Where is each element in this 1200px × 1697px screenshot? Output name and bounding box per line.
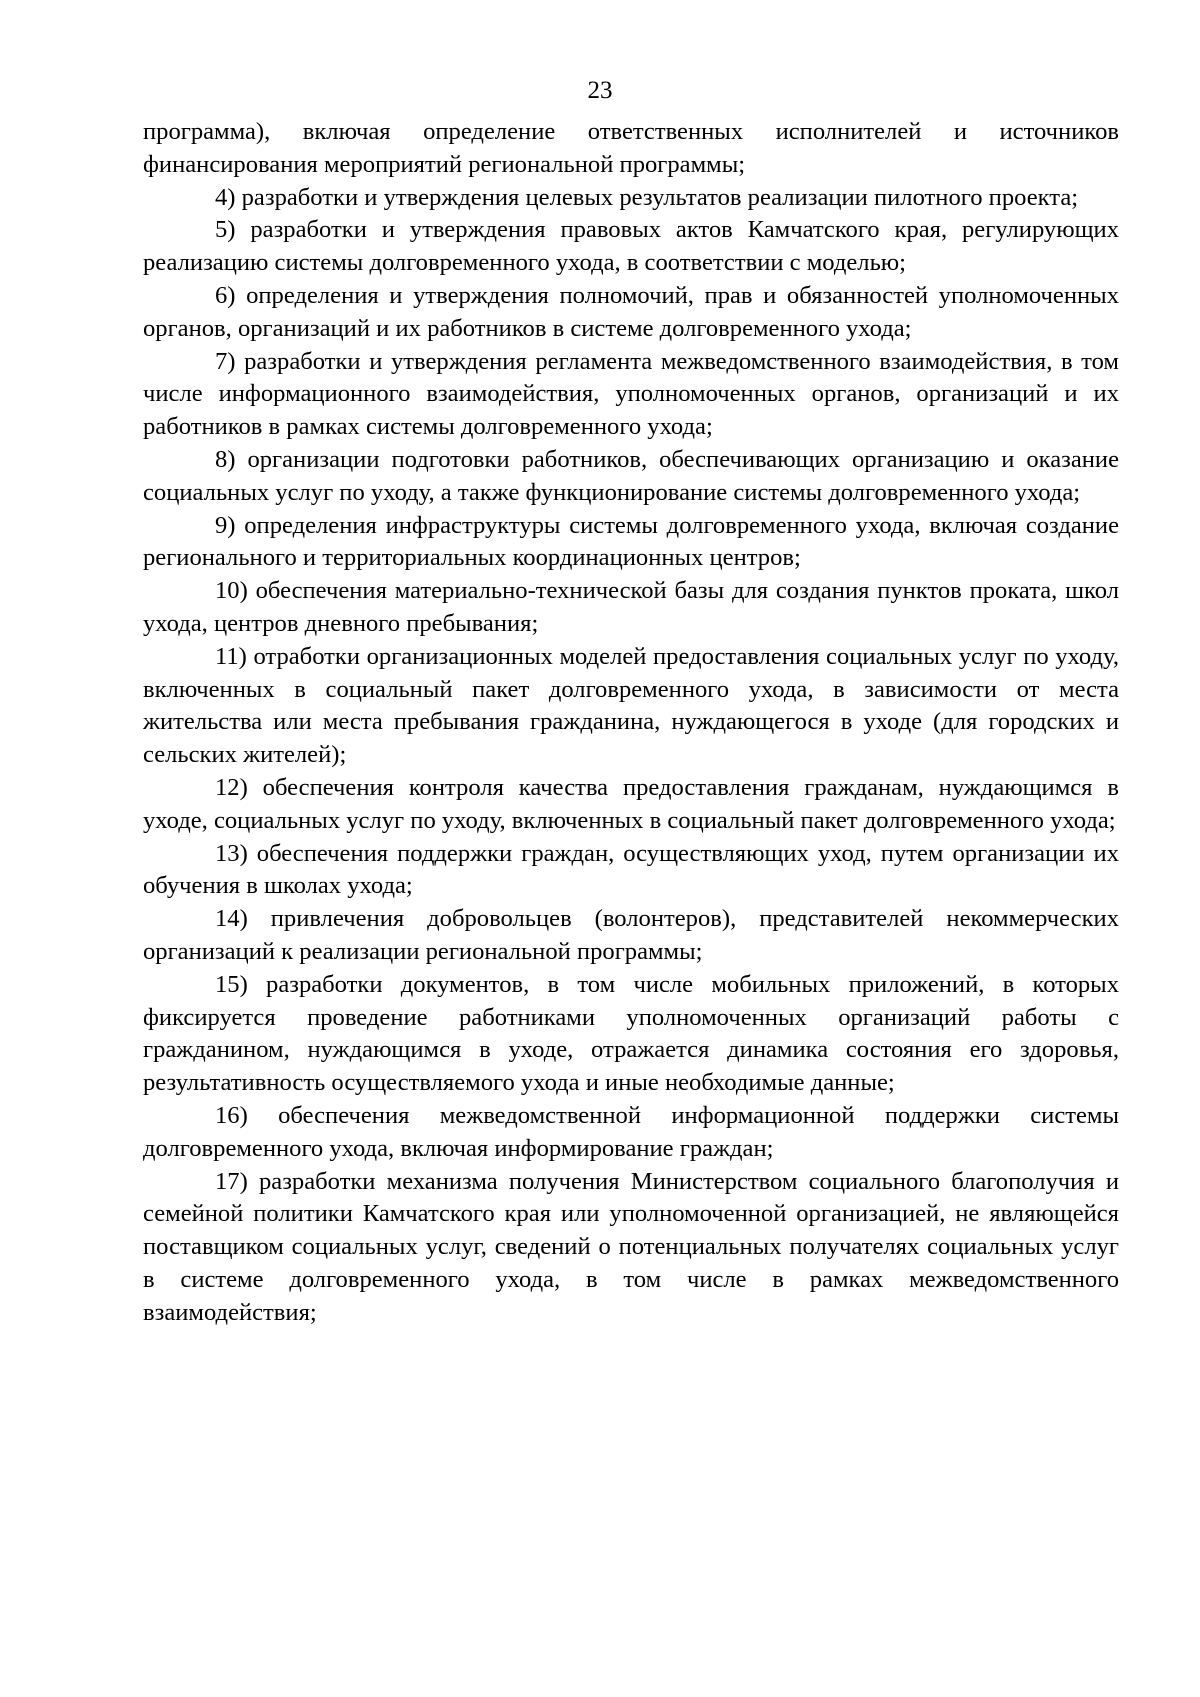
page-number: 23 (587, 77, 613, 104)
list-item-10: 10) обеспечения материально-технической базы для создания пунктов проката, школ ухода, центров дневного пребывания; (143, 577, 1119, 637)
list-item-7: 7) разработки и утверждения регламента межведомственного взаимодействия, в том числе информационного взаимодействия, уполномоченных органов, организаций и их работников в рамках системы долговременного ухода; (143, 347, 1119, 441)
list-item-11: 11) отработки организационных моделей предоставления социальных услуг по уходу, включенных в социальный пакет долговременного ухода, в зависимости от места жительства или места пребывания гражданина, нуждающегося в уходе (для городских и сельских жителей); (143, 642, 1119, 769)
paragraph-continuation: программа), включая определение ответственных исполнителей и источников финансирования мероприятий региональной программы; (143, 118, 1119, 178)
list-item-9: 9) определения инфраструктуры системы долговременного ухода, включая создание регионального и территориальных координационных центров; (143, 511, 1119, 572)
list-item-8: 8) организации подготовки работников, обеспечивающих организацию и оказание социальных услуг по уходу, а также функционирование системы долговременного ухода; (143, 445, 1119, 506)
list-item-15: 15) разработки документов, в том числе мобильных приложений, в которых фиксируется проведение работниками уполномоченных организаций работы с гражданином, нуждающимся в уходе, отражается динамика состояния его здоровья, результативность осуществляемого ухода и иные необходимые данные; (143, 970, 1119, 1097)
list-item-13: 13) обеспечения поддержки граждан, осуществляющих уход, путем организации их обучения в школах ухода; (143, 839, 1119, 900)
list-item-14: 14) привлечения добровольцев (волонтеров), представителей некоммерческих организаций к реализации региональной программы; (143, 905, 1119, 965)
list-item-5: 5) разработки и утверждения правовых актов Камчатского края, регулирующих реализацию системы долговременного ухода, в соответствии с моделью; (143, 216, 1119, 277)
document-body (143, 116, 1119, 1329)
list-item-12: 12) обеспечения контроля качества предоставления гражданам, нуждающимся в уходе, социальных услуг по уходу, включенных в социальный пакет долговременного ухода; (143, 773, 1119, 834)
list-item-16: 16) обеспечения межведомственной информационной поддержки системы долговременного ухода, включая информирование граждан; (143, 1101, 1119, 1162)
list-item-4: 4) разработки и утверждения целевых результатов реализации пилотного проекта; (215, 183, 1079, 211)
list-item-6: 6) определения и утверждения полномочий, прав и обязанностей уполномоченных органов, организаций и их работников в системе долговременного ухода; (143, 281, 1119, 342)
list-item-17: 17) разработки механизма получения Министерством социального благополучия и семейной политики Камчатского края или уполномоченной организацией, не являющейся поставщиком социальных услуг, сведений о потенциальных получателях социальных услуг в системе долговременного ухода, в том числе в рамках межведомственного взаимодействия; (143, 1167, 1119, 1326)
